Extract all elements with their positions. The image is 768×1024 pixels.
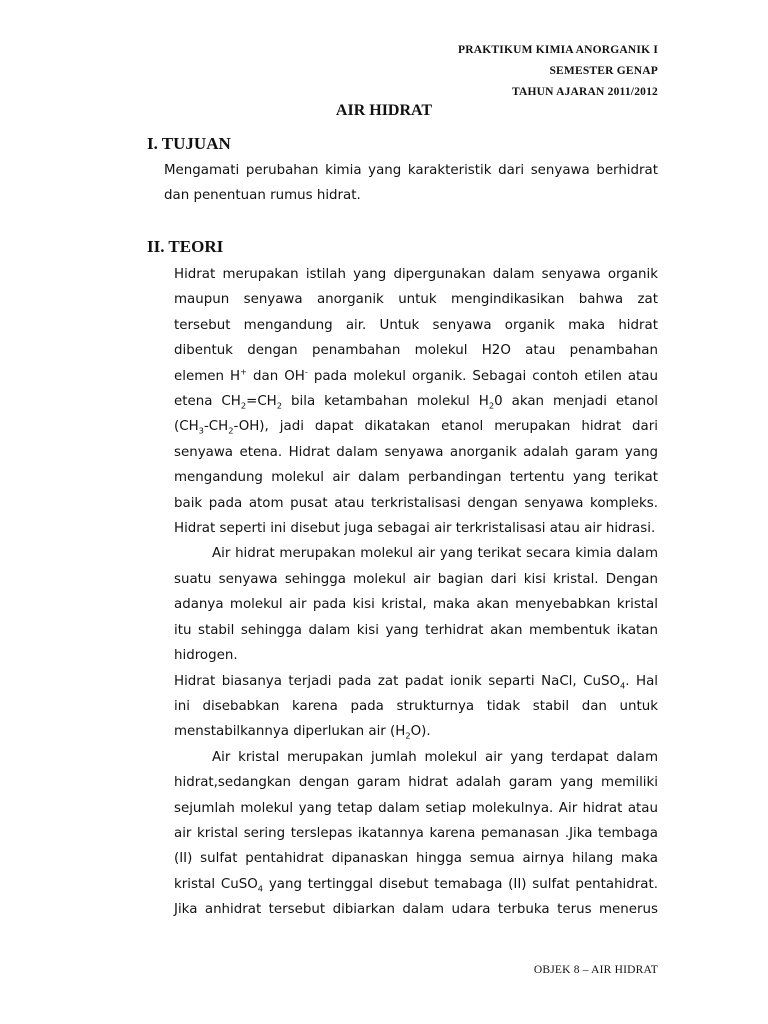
header-semester: SEMESTER GENAP — [549, 65, 658, 77]
text-line: ini disebabkan karena pada strukturnya tidak stabil dan untuk — [174, 698, 658, 714]
text-line: sejumlah molekul yang tetap dalam setiap molekulnya. Air hidrat atau — [174, 800, 658, 816]
text-line: tersebut mengandung air. Untuk senyawa organik maka hidrat — [174, 317, 658, 333]
text-line: Jika anhidrat tersebut dibiarkan dalam udara terbuka terus menerus — [174, 902, 658, 918]
text-line: maupun senyawa anorganik untuk mengindikasikan bahwa zat — [174, 292, 658, 308]
text-line: Hidrat merupakan istilah yang dipergunakan dalam senyawa organik — [174, 267, 658, 282]
text-line: hidrat,sedangkan dengan garam hidrat adalah garam yang memiliki — [174, 775, 658, 791]
text-line: adanya molekul air pada kisi kristal, maka akan menyebabkan kristal — [174, 597, 658, 613]
text-line-ethanol: $(CH_3-CH_2-OH)$, jadi dapat dikatakan etanol merupakan hidrat dari — [174, 419, 658, 437]
page-title: AIR HIDRAT — [335, 102, 433, 119]
text-line-ions: elemen H+ dan OH- pada molekul organik. Sebagai contoh etilen atau — [174, 366, 659, 384]
text-line: Mengamati perubahan kimia yang karakteristik dari senyawa berhidrat — [164, 163, 658, 178]
text-line: senyawa etena. Hidrat dalam senyawa anorganik adalah garam yang — [174, 444, 658, 460]
text-line: suatu senyawa sehingga molekul air bagian dari kisi kristal. Dengan — [174, 571, 658, 587]
text-line: mengandung molekul air dalam perbandingan tertentu yang terikat — [174, 470, 658, 486]
text-line: baik pada atom pusat atau terkristalisasi dengan senyawa kompleks. — [174, 495, 658, 511]
text-line: dan penentuan rumus hidrat. — [164, 188, 361, 204]
tujuan-paragraph — [164, 158, 658, 209]
text-line: Air kristal merupakan jumlah molekul air yang terdapat dalam — [212, 749, 658, 765]
text-line: Air hidrat merupakan molekul air yang terikat secara kimia dalam — [212, 546, 658, 562]
section-heading-tujuan: I. TUJUAN — [147, 134, 231, 153]
header-year: TAHUN AJARAN 2011/2012 — [511, 86, 658, 98]
header-course: PRAKTIKUM KIMIA ANORGANIK I — [458, 44, 658, 56]
document-header — [458, 40, 658, 103]
text-line-nacl: Hidrat biasanya terjadi pada zat padat ionik separti NaCl, CuSO$_4$. Hal — [174, 673, 658, 691]
text-line: dibentuk dengan penambahan molekul H2O atau penambahan — [174, 343, 658, 359]
text-line: hidrogen. — [174, 648, 238, 664]
text-line: (II) sulfat pentahidrat dipanaskan hingga semua airnya hilang maka — [174, 851, 658, 867]
text-line: itu stabil sehingga dalam kisi yang terhidrat akan membentuk ikatan — [174, 622, 658, 638]
text-line: air kristal sering terslepas ikatannya karena pemanasan .Jika tembaga — [174, 825, 658, 841]
text-line-etena: etena $CH_2=CH_2$ bila ketambahan molekul $H_20$ akan menjadi etanol — [174, 394, 658, 411]
text-line-cuso4: kristal CuSO$_4$ yang tertinggal disebut temabaga (II) sulfat pentahidrat. — [174, 876, 658, 894]
page-footer: OBJEK 8 – AIR HIDRAT — [533, 964, 658, 976]
teori-body — [174, 262, 658, 923]
text-line: Hidrat seperti ini disebut juga sebagai air terkristalisasi atau air hidrasi. — [174, 521, 656, 537]
section-heading-teori: II. TEORI — [147, 237, 224, 256]
text-line-water: menstabilkannya diperlukan air $(H_2O)$. — [174, 724, 431, 741]
